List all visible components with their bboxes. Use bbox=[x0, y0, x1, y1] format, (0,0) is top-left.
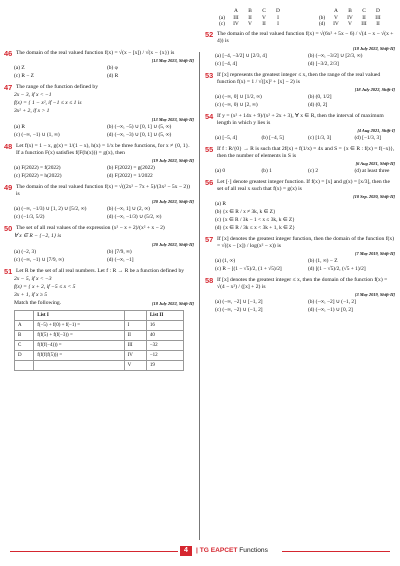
footer-title bbox=[196, 546, 268, 556]
footer-exam: TG EAPCET bbox=[199, 547, 238, 554]
question-number: 48 bbox=[4, 142, 13, 151]
option-d[interactable]: (d) [−3/2, 2/3] bbox=[308, 60, 339, 67]
table-cell: f(−5) + f(0) + f(−1) = bbox=[34, 321, 124, 331]
option-c[interactable]: (c) (−∞, −2) ∪ (−1, 2] bbox=[215, 306, 263, 313]
option-a[interactable]: (a) R bbox=[215, 200, 226, 207]
table-row bbox=[15, 351, 184, 361]
option-c[interactable]: (c) IV V II I bbox=[219, 21, 279, 27]
table-cell bbox=[34, 361, 124, 371]
option-a[interactable]: (a) R bbox=[14, 124, 25, 130]
option-d[interactable]: (d) (−∞, −1) ∪ [0, 2] bbox=[308, 306, 353, 313]
table-cell: 40 bbox=[146, 331, 183, 341]
option-d[interactable]: (d) {x ∈ R / 3k ≤ x < 3k + 1, k ∈ Z} bbox=[215, 224, 296, 231]
question-48 bbox=[4, 143, 194, 180]
footer-topic: Functions bbox=[239, 547, 268, 554]
table-header-row bbox=[15, 311, 184, 321]
question-text: The domain of the real valued function f(x) = √((2x² − 7x + 5)/(3x² − 5x − 2)) is bbox=[16, 184, 190, 197]
formula-line: f(x) = { 1 − x², if −1 ≤ x ≤ 1 is bbox=[14, 100, 82, 106]
table-cell: 16 bbox=[146, 321, 183, 331]
table-header-cell bbox=[15, 311, 34, 321]
page-number: 4 bbox=[180, 546, 192, 556]
question-57 bbox=[205, 236, 395, 273]
question-source: [19 July 2022, Shift-II] bbox=[152, 158, 194, 163]
option-c[interactable]: (c) (−∞, −1) ∪ (1, ∞) bbox=[14, 132, 60, 138]
table-cell: f(f(f(−4))) = bbox=[34, 341, 124, 351]
option-c[interactable]: (c) R − Z bbox=[14, 73, 34, 79]
formula-line: 3x² + 2, if x > 1 bbox=[14, 108, 50, 114]
option-a[interactable]: (a) III II V I bbox=[219, 14, 279, 21]
table-cell: A bbox=[15, 321, 34, 331]
table-cell: 19 bbox=[146, 361, 183, 371]
question-51 bbox=[4, 268, 194, 371]
option-c[interactable]: (c) {x ∈ R / 3k − 1 < x ≤ 3k, k ∈ Z} bbox=[215, 216, 295, 223]
table-cell: V bbox=[124, 361, 146, 371]
question-text: If f : R/{0} → R is such that 2f(x) + f(1/x) = 4x and S = {x ∈ R : f(x) = f(−x)}, then the number of elements in S is bbox=[217, 145, 395, 159]
question-number: 53 bbox=[205, 70, 214, 80]
option-a[interactable]: (a) (−∞, −2] ∪ [−1, 2] bbox=[215, 298, 263, 305]
option-b[interactable]: (b) {x ∈ R / x ≠ 3k, k ∈ Z} bbox=[215, 208, 276, 215]
option-d[interactable]: (d) F(2022) = 1/2022 bbox=[107, 173, 153, 179]
formula-line: 3x + 1, if x ≥ 5 bbox=[14, 292, 48, 298]
option-d[interactable]: (d) [(1 − √5)/2, (√5 + 1)/2] bbox=[308, 265, 366, 272]
question-text: The domain of the real valued function f(x) = √(6x² + 5x − 6) / √(4 − x − √(x + 4)) is bbox=[217, 30, 394, 44]
option-b[interactable]: (b) (−∞, 1] ∪ (2, ∞) bbox=[107, 206, 150, 212]
question-text: Let [·] denote greatest integer function. If f(x) = [x] and g(x) = [x/3], then the set of all real x such that f(x) = g(x) is bbox=[217, 178, 390, 192]
match-table bbox=[14, 310, 184, 371]
question-49 bbox=[4, 184, 194, 221]
footer-separator: | bbox=[196, 547, 198, 554]
question-source: [20 July 2022, Shift-II] bbox=[152, 199, 194, 204]
question-50 bbox=[4, 225, 194, 264]
question-source: [20 July 2022, Shift-II] bbox=[152, 242, 194, 247]
option-a[interactable]: (a) Z bbox=[14, 65, 25, 71]
option-d[interactable]: (d) [−1/3, 3] bbox=[354, 134, 382, 141]
table-cell: II bbox=[124, 331, 146, 341]
table-row bbox=[15, 331, 184, 341]
footer-rule bbox=[282, 551, 390, 552]
option-a[interactable]: (a) [−4, −3/2] ∪ [2/3, 4] bbox=[215, 52, 267, 59]
formula-line: 2x − 3, if x < −1 bbox=[14, 92, 52, 98]
question-text: Let f(x) = 1 − x, g(x) = 1/(1 − x), h(x) = 1/x be three functions, for x ≠ {0, 1}. If a function F(x) satisfies f(F(h(x))) = g(x), then bbox=[16, 143, 190, 156]
option-d[interactable]: (d) IV V III II bbox=[318, 21, 380, 27]
option-c[interactable]: (c) R − [(1 − √5)/2, (1 + √5)/2] bbox=[215, 265, 282, 272]
abcd-header: A B C D bbox=[334, 8, 380, 14]
option-a[interactable]: (a) [−5, 4] bbox=[215, 134, 238, 141]
question-number: 57 bbox=[205, 234, 214, 244]
option-c[interactable]: (c) [−4, 4] bbox=[215, 60, 238, 67]
option-b[interactable]: (b) (0, 1/2] bbox=[308, 93, 332, 100]
option-c[interactable]: (c) 2 bbox=[308, 167, 319, 174]
table-header-cell: List I bbox=[34, 311, 124, 321]
question-source: [7 May 2019, Shift-II] bbox=[354, 250, 395, 256]
question-number: 49 bbox=[4, 183, 13, 192]
option-c[interactable]: (c) F(2022) = h(2022) bbox=[14, 173, 62, 179]
left-column bbox=[4, 50, 194, 375]
question-source: [3 May 2019, Shift-II] bbox=[354, 291, 395, 297]
option-b[interactable]: (b) [7/9, ∞) bbox=[107, 249, 132, 255]
table-cell: III bbox=[124, 341, 146, 351]
table-cell: f(f(5) + f(f(−3)) = bbox=[34, 331, 124, 341]
table-cell: IV bbox=[124, 351, 146, 361]
abcd-header: A B C D bbox=[234, 8, 280, 14]
question-58 bbox=[205, 277, 395, 314]
table-header-cell: List II bbox=[146, 311, 183, 321]
question-source: [18 July 2022, Shift-I] bbox=[354, 86, 395, 92]
option-d[interactable]: (d) (−∞, −3) ∪ [0, 1] ∪ (5, ∞) bbox=[107, 132, 172, 138]
question-source: [13 May 2023, Shift-II] bbox=[151, 58, 194, 63]
question-53 bbox=[205, 72, 395, 109]
question-number: 47 bbox=[4, 83, 13, 92]
question-text: If [x] represents the greatest integer ≤ x, then the range of the real valued function f(x) = 1 / √([x]² + [x] − 2) is bbox=[217, 71, 381, 85]
match-instruction: Match the following. bbox=[14, 300, 62, 306]
table-cell: −12 bbox=[146, 351, 183, 361]
question-text: Let R be the set of all real numbers. Let f : R → R be a function defined by bbox=[16, 268, 185, 274]
table-cell bbox=[15, 361, 34, 371]
option-d[interactable]: (d) (−∞, −1/3) ∪ (5/2, ∞) bbox=[107, 214, 162, 220]
question-source: [18 July 2022, Shift-II] bbox=[152, 301, 194, 306]
option-b[interactable]: (b) [−4, 5] bbox=[261, 134, 284, 141]
table-cell: C bbox=[15, 341, 34, 351]
option-d[interactable]: (d) (−∞, −1] bbox=[107, 257, 134, 263]
question-number: 58 bbox=[205, 275, 214, 285]
question-text: If y = (x² + 14x + 9)/(x² + 2x + 3), ∀ x ∈ R, then the interval of maximum length in which y lies is bbox=[217, 112, 384, 126]
question-text: If [x] denotes the greatest integer function, then the domain of the function f(x) = √((x − [x]) / log(x² − x)) is bbox=[217, 235, 395, 249]
formula-line: f(x) = { x + 2, if −5 ≤ x < 5 bbox=[14, 284, 76, 290]
table-row bbox=[15, 321, 184, 331]
option-c[interactable]: (c) (−∞, 0) ∪ [2, ∞) bbox=[215, 101, 258, 108]
question-text: The set of all real values of the expression (x² − x + 2)/(x² + x − 2) bbox=[16, 225, 165, 231]
option-d[interactable]: (d) at least three bbox=[354, 167, 390, 174]
option-b[interactable]: (b) (−∞, −2] ∪ (−1, 2] bbox=[308, 298, 356, 305]
question-54 bbox=[205, 113, 395, 142]
question-text: If [x] denotes the greatest integer ≤ x, then the domain of the function f(x) = √(4 − x²) / ([x] + 2) is bbox=[217, 276, 388, 290]
table-row bbox=[15, 361, 184, 371]
question-source: [6 Aug 2021, Shift-II] bbox=[355, 160, 395, 166]
page-footer bbox=[0, 545, 400, 559]
right-column bbox=[205, 8, 395, 318]
option-b[interactable]: (b) 1 bbox=[261, 167, 272, 174]
option-a[interactable]: (a) (1, ∞) bbox=[215, 257, 236, 264]
option-a[interactable]: (a) 0 bbox=[215, 167, 226, 174]
option-a[interactable]: (a) (−2, 3) bbox=[14, 249, 37, 255]
table-cell: D bbox=[15, 351, 34, 361]
question-text: The domain of the real valued function f(x) = √(x − [x]) / √(x − {x}) is bbox=[16, 50, 175, 56]
option-b[interactable]: (b) V IV II III bbox=[318, 14, 381, 21]
question-number: 52 bbox=[205, 29, 214, 39]
table-cell: f(f(f(f(5))) = bbox=[34, 351, 124, 361]
question-number: 56 bbox=[205, 177, 214, 187]
table-cell: B bbox=[15, 331, 34, 341]
question-text: The range of the function defined by bbox=[16, 84, 99, 90]
question-source: [10 Sep. 2020, Shift-II] bbox=[353, 193, 395, 199]
option-a[interactable]: (a) (−∞, 0] ∪ [1/2, ∞) bbox=[215, 93, 262, 100]
option-b[interactable]: (b) F(2022) = g(2022) bbox=[107, 165, 155, 171]
table-cell: I bbox=[124, 321, 146, 331]
question-source: [18 July 2022, Shift-II] bbox=[353, 45, 395, 51]
column-divider bbox=[199, 52, 200, 540]
option-a[interactable]: (a) (−∞, −1/3) ∪ [1, 2) ∪ [5/2, ∞) bbox=[14, 206, 87, 212]
option-c[interactable]: (c) (−1/3, 5/2) bbox=[14, 214, 45, 220]
question-47 bbox=[4, 84, 194, 139]
question-52 bbox=[205, 31, 395, 68]
option-d[interactable]: (d) (0, 2] bbox=[308, 101, 328, 108]
question-55 bbox=[205, 146, 395, 175]
option-c[interactable]: (c) [1/3, 3] bbox=[308, 134, 332, 141]
option-b[interactable]: (b) (−∞, −5) ∪ [0, 1] ∪ (5, ∞) bbox=[107, 124, 172, 130]
question-number: 51 bbox=[4, 267, 13, 276]
table-cell: −32 bbox=[146, 341, 183, 351]
previous-answer-options bbox=[205, 8, 395, 28]
question-56 bbox=[205, 179, 395, 232]
option-c[interactable]: (c) (−∞, −1) ∪ [7/9, ∞) bbox=[14, 257, 64, 263]
question-number: 54 bbox=[205, 111, 214, 121]
footer-rule bbox=[10, 551, 178, 552]
option-b[interactable]: (b) (1, ∞) − Z bbox=[308, 257, 338, 264]
question-source: [4 Aug 2021, Shift-I] bbox=[357, 127, 395, 133]
option-d[interactable]: (d) R bbox=[107, 73, 119, 79]
table-row bbox=[15, 341, 184, 351]
formula-line: 2x − 5, if x < −3 bbox=[14, 276, 52, 282]
table-header-cell bbox=[124, 311, 146, 321]
option-b[interactable]: (b) (−∞, −3/2] ∪ [2/3, ∞) bbox=[308, 52, 363, 59]
option-b[interactable]: (b) φ bbox=[107, 65, 118, 71]
option-a[interactable]: (a) F(2022) = f(2022) bbox=[14, 165, 61, 171]
question-source: [13 May 2023, Shift-II] bbox=[151, 117, 194, 122]
question-number: 50 bbox=[4, 224, 13, 233]
question-text-continued: ∀ x ∈ R − {−2, 1} is bbox=[14, 233, 62, 239]
question-46 bbox=[4, 50, 194, 80]
question-number: 46 bbox=[4, 49, 13, 58]
question-number: 55 bbox=[205, 144, 214, 154]
